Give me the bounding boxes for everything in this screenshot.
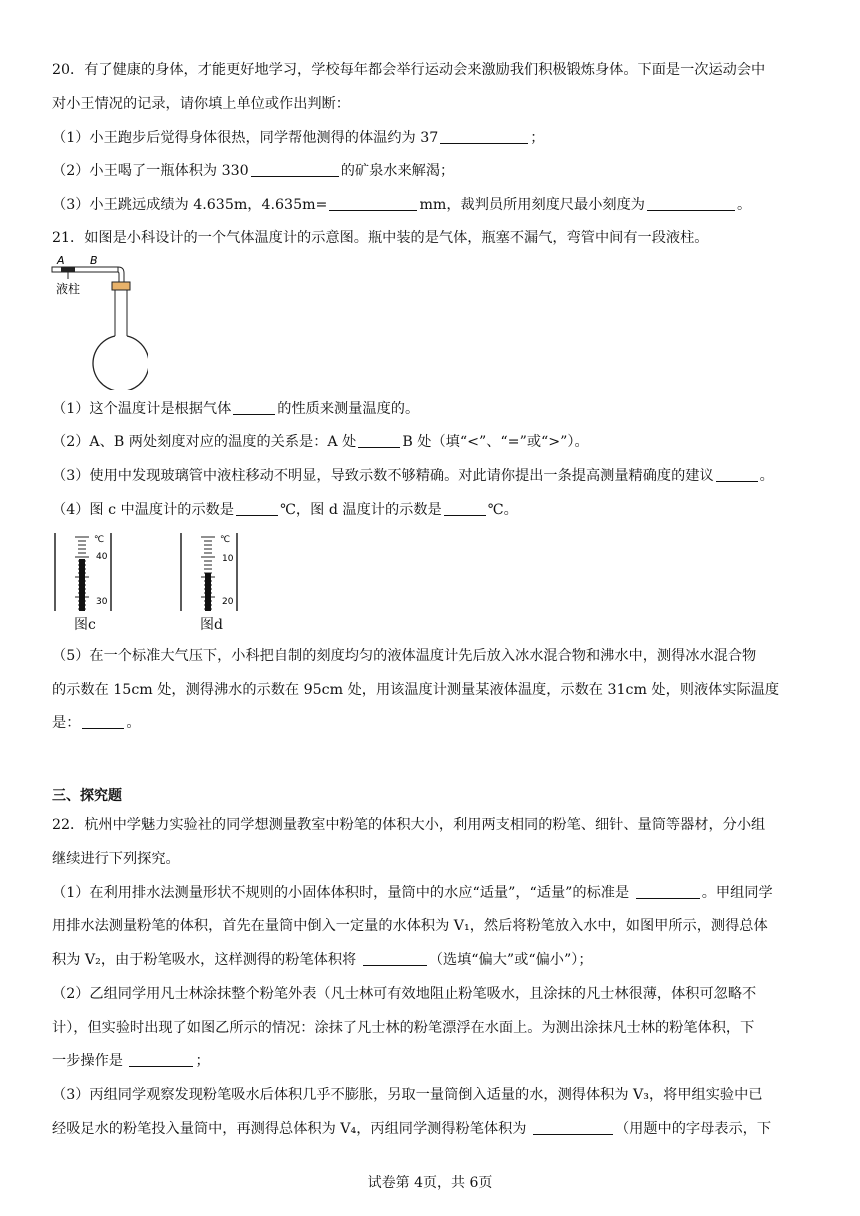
q22-part1-line3 xyxy=(52,950,593,970)
q20-part2-tail: 的矿泉水来解渴； xyxy=(340,163,455,179)
scale-bottom-c: 30 xyxy=(96,597,108,607)
q22-part3-line1: （3）丙组同学观察发现粉笔吸水后体积几乎不膨胀，另取一量筒倒入适量的水，测得体积为 V₃，将甲组实验中已 xyxy=(52,1087,763,1103)
mercury-column-c xyxy=(79,559,85,611)
answer-blank[interactable] xyxy=(716,467,758,482)
answer-blank[interactable] xyxy=(82,714,124,729)
q20-part3-mid: mm，裁判员所用刻度尺最小刻度为 xyxy=(419,197,645,213)
flask xyxy=(93,336,148,390)
thermometer-d xyxy=(178,533,248,613)
q21-part4-mid: ℃，图 d 温度计的示数是 xyxy=(280,502,442,518)
q21-part3 xyxy=(52,466,774,486)
q21-part5-line2: 的示数在 15cm 处，测得沸水的示数在 95cm 处，用该温度计测量某液体温度，示数在 31cm 处，则液体实际温度 xyxy=(52,682,780,698)
q22-part2-line1: （2）乙组同学用凡士林涂抹整个粉笔外表（凡士林可有效地阻止粉笔吸水，且涂抹的凡士林很薄，体积可忽略不 xyxy=(52,986,757,1002)
answer-blank[interactable] xyxy=(533,1120,613,1135)
answer-blank[interactable] xyxy=(329,196,417,211)
q21-stem: 21．如图是小科设计的一个气体温度计的示意图。瓶中装的是气体，瓶塞不漏气，弯管中间有一段液柱。 xyxy=(52,230,709,246)
q21-part2 xyxy=(52,432,589,452)
q21-part1-tail: 的性质来测量温度的。 xyxy=(277,401,420,417)
q21-part2-tail: B 处（填“<”、“=”或“>”）。 xyxy=(402,434,589,450)
q22-part3-line2-tail: （用题中的字母表示，下 xyxy=(614,1121,772,1137)
label-a: A xyxy=(57,254,65,267)
q22-part2-line3-text: 一步操作是 xyxy=(52,1053,128,1069)
answer-blank[interactable] xyxy=(251,162,339,177)
q22-part1-line3-tail: （选填“偏大”或“偏小”）； xyxy=(428,952,593,968)
q20-part1-text: （1）小王跑步后觉得身体很热，同学帮他测得的体温约为 37 xyxy=(52,130,439,146)
q20-part2-text: （2）小王喝了一瓶体积为 330 xyxy=(52,163,249,179)
unit-d: ℃ xyxy=(220,535,231,545)
q21-part5-text: 是： xyxy=(52,715,81,731)
q21-part4 xyxy=(52,500,518,520)
label-b: B xyxy=(90,254,98,267)
q20-stem-line2: 对小王情况的记录，请你填上单位或作出判断： xyxy=(52,96,350,112)
answer-blank[interactable] xyxy=(647,196,735,211)
caption-fig-c: 图c xyxy=(74,617,96,633)
q22-part1-line2: 用排水法测量粉笔的体积，首先在量筒中倒入一定量的水体积为 V₁，然后将粉笔放入水中，如图甲所示，测得总体 xyxy=(52,918,768,934)
scale-top-d: 10 xyxy=(222,554,234,564)
answer-blank[interactable] xyxy=(363,951,427,966)
mercury-column-d xyxy=(205,573,211,611)
stopper xyxy=(112,282,130,290)
q20-part1-tail: ； xyxy=(530,130,545,146)
q21-part5-line1: （5）在一个标准大气压下，小科把自制的刻度均匀的液体温度计先后放入冰水混合物和沸水中，测得冰水混合物 xyxy=(52,648,757,664)
scale-top-c: 40 xyxy=(96,552,108,562)
q20-part1 xyxy=(52,128,544,148)
q22-part3-line2-text: 经吸足水的粉笔投入量筒中，再测得总体积为 V₄，丙组同学测得粉笔体积为 xyxy=(52,1121,531,1137)
q21-part4-text: （4）图 c 中温度计的示数是 xyxy=(52,502,235,518)
q22-part1-text: （1）在利用排水法测量形状不规则的小固体体积时，量筒中的水应“适量”，“适量”的标准是 xyxy=(52,885,634,901)
q20-part3-tail: 。 xyxy=(737,197,752,213)
label-liquid: 液柱 xyxy=(56,282,81,296)
answer-blank[interactable] xyxy=(129,1052,193,1067)
q21-part1 xyxy=(52,399,419,419)
q22-part1-tail: 。甲组同学 xyxy=(701,885,773,901)
q21-part5-tail: 。 xyxy=(126,715,141,731)
q22-part1-line1 xyxy=(52,883,773,903)
q20-part3-text: （3）小王跳远成绩为 4.635m，4.635m= xyxy=(52,197,328,213)
page-footer: 试卷第 4页，共 6页 xyxy=(367,1175,493,1191)
q21-part3-text: （3）使用中发现玻璃管中液柱移动不明显，导致示数不够精确。对此请你提出一条提高测量精确度的建议 xyxy=(52,468,714,484)
answer-blank[interactable] xyxy=(440,129,528,144)
q22-part2-line3 xyxy=(52,1051,210,1071)
answer-blank[interactable] xyxy=(444,501,486,516)
answer-blank[interactable] xyxy=(358,433,400,448)
gas-thermometer-figure xyxy=(48,254,148,390)
q21-part5-line3 xyxy=(52,713,141,733)
q20-part3 xyxy=(52,195,751,215)
thermometer-c xyxy=(52,533,122,613)
answer-blank[interactable] xyxy=(236,501,278,516)
q20-stem-line1: 20．有了健康的身体，才能更好地学习，学校每年都会举行运动会来激励我们积极锻炼身体。下面是一次运动会中 xyxy=(52,62,766,78)
section-heading: 三、探究题 xyxy=(52,788,122,804)
q22-part3-line2 xyxy=(52,1119,771,1139)
unit-c: ℃ xyxy=(94,535,105,545)
liquid-column xyxy=(61,267,75,272)
answer-blank[interactable] xyxy=(636,884,700,899)
q22-stem-line2: 继续进行下列探究。 xyxy=(52,851,180,867)
q21-part4-tail: ℃。 xyxy=(487,502,518,518)
q21-part3-tail: 。 xyxy=(759,468,774,484)
q21-part1-text: （1）这个温度计是根据气体 xyxy=(52,401,232,417)
caption-fig-d: 图d xyxy=(200,617,223,633)
q21-part2-text: （2）A、B 两处刻度对应的温度的关系是：A 处 xyxy=(52,434,357,450)
scale-bottom-d: 20 xyxy=(222,597,234,607)
q20-part2 xyxy=(52,161,454,181)
q22-part2-line2: 计），但实验时出现了如图乙所示的情况：涂抹了凡士林的粉笔漂浮在水面上。为测出涂抹凡士林的粉笔体积，下 xyxy=(52,1020,755,1036)
q22-part2-line3-tail: ； xyxy=(195,1053,210,1069)
q22-part1-line3-text: 积为 V₂，由于粉笔吸水，这样测得的粉笔体积将 xyxy=(52,952,361,968)
q22-stem-line1: 22．杭州中学魅力实验社的同学想测量教室中粉笔的体积大小，利用两支相同的粉笔、细针、量筒等器材，分小组 xyxy=(52,817,766,833)
answer-blank[interactable] xyxy=(233,400,275,415)
